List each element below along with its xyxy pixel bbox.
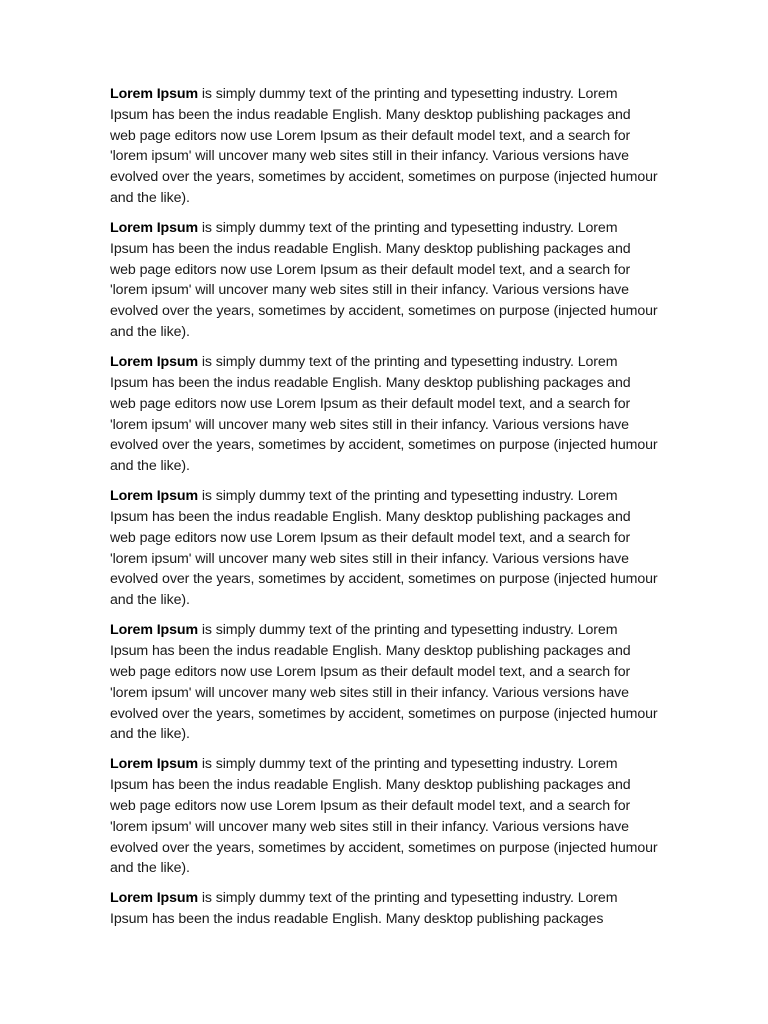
paragraph-lead: Lorem Ipsum xyxy=(110,756,198,773)
paragraph-3 xyxy=(110,352,658,477)
paragraph-lead: Lorem Ipsum xyxy=(110,622,198,639)
paragraph-2 xyxy=(110,218,658,343)
paragraph-body: is simply dummy text of the printing and typesetting industry. Lorem Ipsum has been the indus readable English. Many desktop publishing packages and web page editors now use Lorem Ipsum as their default model text, and a search for 'lorem ipsum' will uncover many web sites still in their infancy. Various versions have evolved over the years, sometimes by accident, sometimes on purpose (injected humour and the like). xyxy=(110,354,658,475)
paragraph-body: is simply dummy text of the printing and typesetting industry. Lorem Ipsum has been the indus readable English. Many desktop publishing packages and web page editors now use Lorem Ipsum as their default model text, and a search for 'lorem ipsum' will uncover many web sites still in their infancy. Various versions have evolved over the years, sometimes by accident, sometimes on purpose (injected humour and the like). xyxy=(110,488,658,609)
paragraph-body: is simply dummy text of the printing and typesetting industry. Lorem Ipsum has been the indus readable English. Many desktop publishing packages xyxy=(110,890,618,928)
paragraph-body: is simply dummy text of the printing and typesetting industry. Lorem Ipsum has been the indus readable English. Many desktop publishing packages and web page editors now use Lorem Ipsum as their default model text, and a search for 'lorem ipsum' will uncover many web sites still in their infancy. Various versions have evolved over the years, sometimes by accident, sometimes on purpose (injected humour and the like). xyxy=(110,756,658,877)
paragraph-lead: Lorem Ipsum xyxy=(110,488,198,505)
paragraph-lead: Lorem Ipsum xyxy=(110,354,198,371)
paragraph-1 xyxy=(110,84,658,209)
document-page xyxy=(110,84,658,930)
paragraph-lead: Lorem Ipsum xyxy=(110,220,198,237)
paragraph-5 xyxy=(110,620,658,745)
paragraph-7 xyxy=(110,888,658,930)
paragraph-body: is simply dummy text of the printing and typesetting industry. Lorem Ipsum has been the indus readable English. Many desktop publishing packages and web page editors now use Lorem Ipsum as their default model text, and a search for 'lorem ipsum' will uncover many web sites still in their infancy. Various versions have evolved over the years, sometimes by accident, sometimes on purpose (injected humour and the like). xyxy=(110,220,658,341)
paragraph-body: is simply dummy text of the printing and typesetting industry. Lorem Ipsum has been the indus readable English. Many desktop publishing packages and web page editors now use Lorem Ipsum as their default model text, and a search for 'lorem ipsum' will uncover many web sites still in their infancy. Various versions have evolved over the years, sometimes by accident, sometimes on purpose (injected humour and the like). xyxy=(110,622,658,743)
paragraph-lead: Lorem Ipsum xyxy=(110,890,198,907)
paragraph-lead: Lorem Ipsum xyxy=(110,86,198,102)
paragraph-6 xyxy=(110,754,658,879)
paragraph-4 xyxy=(110,486,658,611)
paragraph-body: is simply dummy text of the printing and typesetting industry. Lorem Ipsum has been the indus readable English. Many desktop publishing packages and web page editors now use Lorem Ipsum as their default model text, and a search for 'lorem ipsum' will uncover many web sites still in their infancy. Various versions have evolved over the years, sometimes by accident, sometimes on purpose (injected humour and the like). xyxy=(110,86,658,206)
